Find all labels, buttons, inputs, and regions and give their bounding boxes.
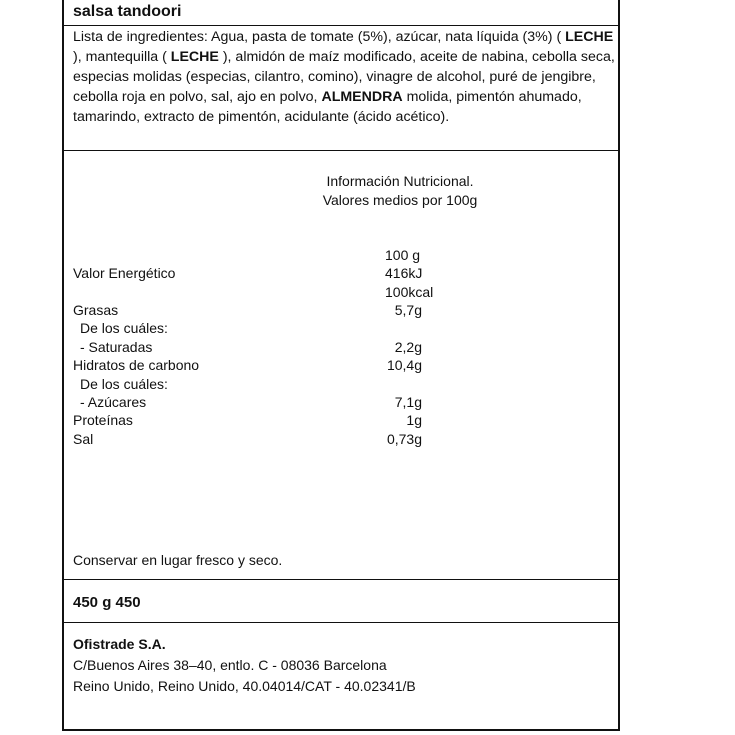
nutrient-label-salt: Sal xyxy=(73,431,94,447)
energy-kj: 416kJ xyxy=(385,265,423,281)
title-divider xyxy=(64,25,618,26)
ingredients-text-4: molida, pimentón ahumado, tamarindo, extracto de pimentón, acidulante (ácido acético). xyxy=(73,89,582,125)
nutrition-heading: Información Nutricional. xyxy=(326,173,474,189)
nutrient-value-fat: 5,7g xyxy=(394,302,422,318)
nutrient-value-carbohydrates: 10,4g xyxy=(386,357,422,373)
nutrient-label-protein: Proteínas xyxy=(73,412,133,428)
ingredients-text-2: ), mantequilla ( xyxy=(73,49,171,65)
net-weight: 450 g 450 xyxy=(73,594,141,611)
nutrient-label-carbohydrates: Hidratos de carbono xyxy=(73,357,200,373)
ingredients-list xyxy=(73,27,618,127)
ingredients-text-3: ), almidón de maíz modificado, aceite de nabina, cebolla seca, especias molidas (especias, cilantro, comino), vinagre de alcohol, puré de jengibre, cebolla roja en polvo, sal, ajo en polvo, xyxy=(73,49,615,105)
nutrient-value-protein: 1g xyxy=(406,412,422,428)
nutrient-value-sugars: 7,1g xyxy=(394,394,422,410)
ingredients-divider xyxy=(64,150,618,151)
weight-divider xyxy=(64,622,618,623)
energy-label: Valor Energético xyxy=(73,265,176,281)
nutrient-label-fat: Grasas xyxy=(73,302,119,318)
nutrient-label-sugars: - Azúcares xyxy=(80,394,147,410)
allergen-milk-1: LECHE xyxy=(565,29,614,45)
nutrition-subheading: Valores medios por 100g xyxy=(322,192,478,208)
energy-kcal: 100kcal xyxy=(385,284,434,300)
allergen-milk-2: LECHE xyxy=(170,49,219,65)
company-address: C/Buenos Aires 38–40, entlo. C - 08036 Barcelona xyxy=(73,657,387,673)
company-registry: Reino Unido, Reino Unido, 40.04014/CAT - 40.02341/B xyxy=(73,678,416,694)
nutrient-label-saturated: - Saturadas xyxy=(80,339,153,355)
ingredients-text-1: Lista de ingredientes: Agua, pasta de tomate (5%), azúcar, nata líquida (3%) ( xyxy=(73,29,566,45)
company-name: Ofistrade S.A. xyxy=(73,636,166,652)
nutrient-label-of-which: De los cuáles: xyxy=(80,320,168,336)
storage-divider xyxy=(64,579,618,580)
allergen-almond: ALMENDRA xyxy=(321,89,403,105)
nutrient-value-saturated: 2,2g xyxy=(394,339,422,355)
nutrient-value-salt: 0,73g xyxy=(386,431,422,447)
nutrition-column-header: 100 g xyxy=(385,247,421,263)
storage-instructions: Conservar en lugar fresco y seco. xyxy=(73,552,283,568)
nutrient-label-of-which: De los cuáles: xyxy=(80,376,168,392)
product-title: salsa tandoori xyxy=(73,3,182,20)
